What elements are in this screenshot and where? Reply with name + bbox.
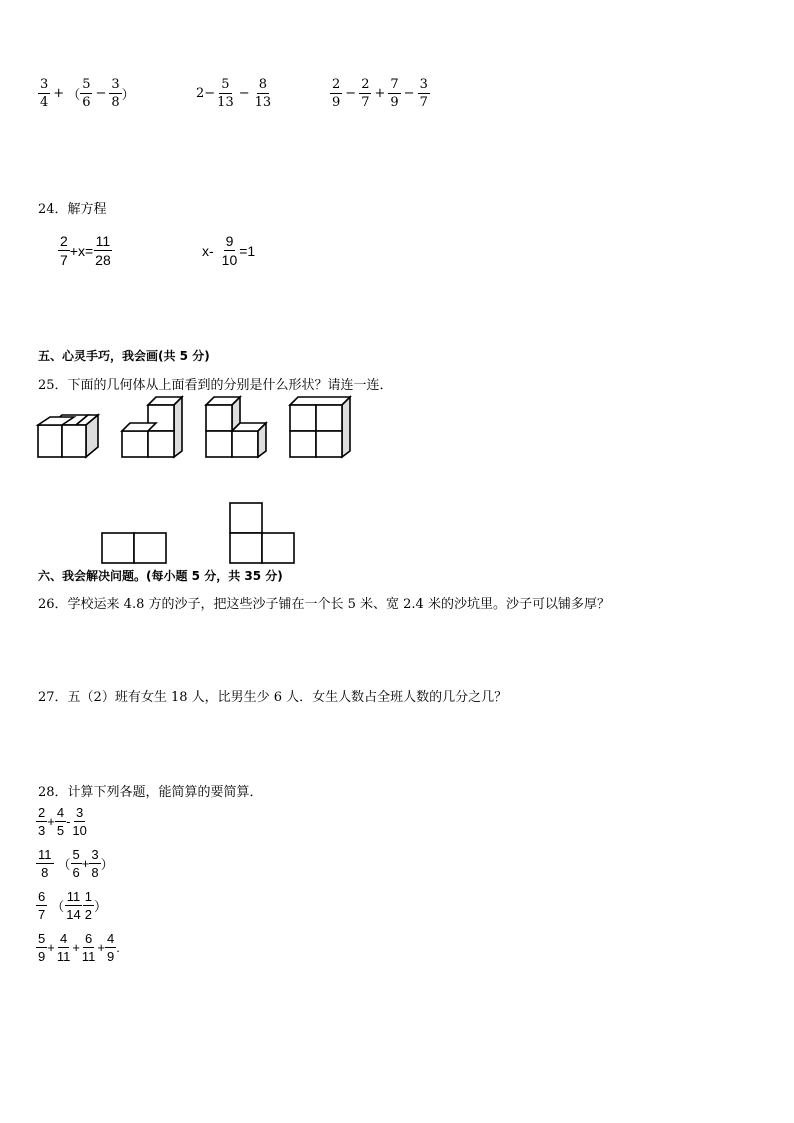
fraction: $\frac{4}{5}$ [56,805,65,838]
equation-2 [202,234,255,267]
fraction: $\frac{3}{8}$ [91,847,99,880]
fraction: $\frac{3}{4}$ [40,77,49,110]
top-view-1 [102,533,166,563]
operator: + [72,940,80,955]
q28-line-2 [36,848,114,879]
fraction: $\frac{6}{7}$ [38,889,46,922]
fraction: $\frac{11}{28}$ [95,233,111,268]
solid-3 [206,397,266,457]
top-view-figures [100,500,300,566]
equation-text: +x= [69,242,94,259]
equation-1 [58,234,113,267]
fraction: $\frac{3}{10}$ [72,805,87,838]
top-view-2 [230,503,294,563]
question-27-text: 27．五（2）班有女生 18 人，比男生少 6 人．女生人数占全班人数的几分之几？ [38,690,508,705]
operator: + [374,86,386,101]
operator: − [95,86,107,101]
section-6-heading: 六、我会解决问题。(每小题 5 分，共 35 分) [38,569,283,583]
equation-text: x- [202,242,214,259]
fraction: $\frac{2}{7}$ [361,77,370,110]
calc-expression-3 [330,78,430,109]
q28-line-4 [36,932,120,963]
fraction: $\frac{4}{11}$ [56,931,71,964]
operator: + [47,814,55,829]
q28-line-1 [36,806,89,837]
fraction: $\frac{3}{8}$ [111,77,120,110]
fraction: $\frac{1}{2}$ [84,889,92,922]
fraction: $\frac{8}{13}$ [254,77,272,110]
operator: − [238,86,250,101]
fraction: $\frac{2}{3}$ [38,805,46,838]
lead-text: 2− [196,86,216,101]
calc-expression-2 [196,78,273,109]
period: . [116,940,120,955]
question-24-title: 24．解方程 [38,202,107,217]
paren: ） [121,88,135,103]
calc-expression-1 [38,78,135,109]
fraction: $\frac{6}{11}$ [81,931,96,964]
paren: ） [93,899,107,914]
q28-line-3 [36,890,107,921]
paren: （ [57,857,71,872]
question-25-text: 25．下面的几何体从上面看到的分别是什么形状？请连一连． [38,378,393,393]
fraction: $\frac{2}{7}$ [60,233,68,268]
fraction: $\frac{7}{9}$ [390,77,399,110]
solid-2 [122,397,182,457]
operator: + [47,940,55,955]
operator: − [403,86,415,101]
fraction: $\frac{2}{9}$ [332,77,341,110]
fraction: $\frac{5}{13}$ [217,77,234,110]
equation-text: =1 [239,242,256,259]
fraction: $\frac{5}{6}$ [72,847,80,880]
fraction: $\frac{5}{9}$ [38,931,46,964]
fraction: $\frac{9}{10}$ [221,233,238,268]
operator: - [66,814,71,829]
fraction: $\frac{4}{9}$ [107,931,115,964]
operator: + [53,86,65,101]
paren: （ [67,88,81,103]
fraction: $\frac{3}{7}$ [419,77,428,110]
operator: + [97,940,106,955]
section-5-heading: 五、心灵手巧，我会画(共 5 分) [38,349,210,363]
operator: + [81,856,90,871]
paren: ） [100,857,114,872]
solid-4 [290,397,350,457]
operator: − [345,86,357,101]
paren: （ [51,899,65,914]
fraction: $\frac{11}{14}$ [66,889,81,922]
solid-1 [38,415,98,457]
question-26-text: 26．学校运来 4.8 方的沙子，把这些沙子铺在一个长 5 米、宽 2.4 米的沙坑里。沙子可以铺多厚？ [38,597,610,612]
fraction: $\frac{5}{6}$ [82,77,91,110]
solids-figure [30,395,360,465]
question-28-title: 28．计算下列各题，能简算的要简算． [38,785,263,800]
fraction: $\frac{11}{8}$ [38,847,52,880]
